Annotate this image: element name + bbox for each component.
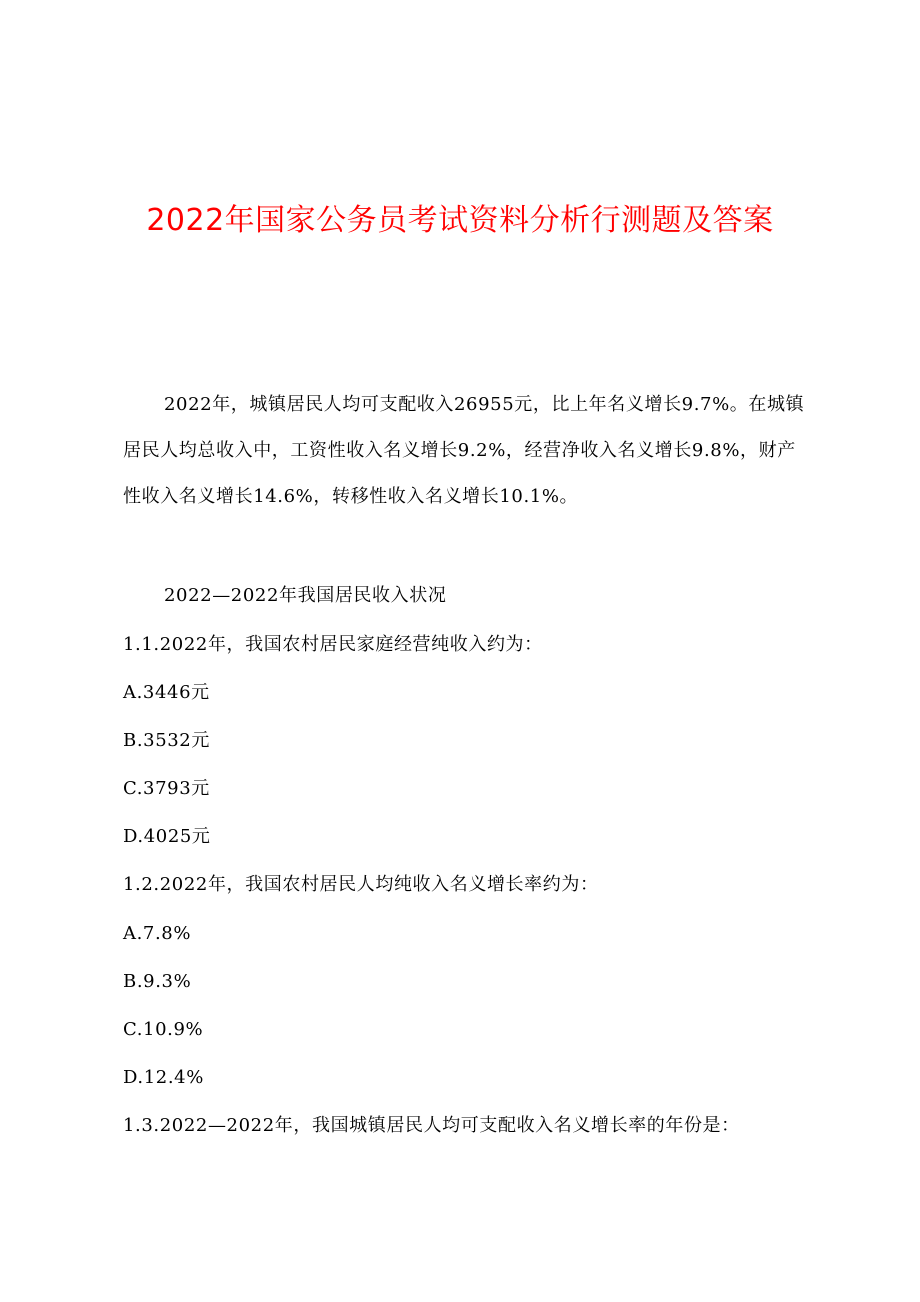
- question-1-option-c: C.3793元: [123, 778, 210, 799]
- question-2-option-c: C.10.9%: [123, 1019, 204, 1040]
- question-1-stem: 1.1.2022年，我国农村居民家庭经营纯收入约为：: [123, 634, 543, 655]
- question-2-stem: 1.2.2022年，我国农村居民人均纯收入名义增长率约为：: [123, 874, 599, 895]
- question-1-option-d: D.4025元: [123, 826, 211, 847]
- question-2-option-b: B.9.3%: [123, 971, 192, 992]
- question-1-option-b: B.3532元: [123, 730, 210, 751]
- question-2-option-a: A.7.8%: [123, 923, 192, 944]
- question-3-stem: 1.3.2022—2022年，我国城镇居民人均可支配收入名义增长率的年份是：: [123, 1115, 740, 1136]
- question-1-option-a: A.3446元: [123, 682, 210, 703]
- document-title: 2022年国家公务员考试资料分析行测题及答案: [146, 203, 774, 238]
- question-2-option-d: D.12.4%: [123, 1067, 204, 1088]
- intro-paragraph: 2022年，城镇居民人均可支配收入26955元，比上年名义增长9.7%。在城镇居民人均总收入中，工资性收入名义增长9.2%，经营净收入名义增长9.8%，财产性收入名义增长14.6%，转移性收入名义增长10.1%。: [123, 394, 805, 507]
- section-heading: 2022—2022年我国居民收入状况: [164, 585, 447, 606]
